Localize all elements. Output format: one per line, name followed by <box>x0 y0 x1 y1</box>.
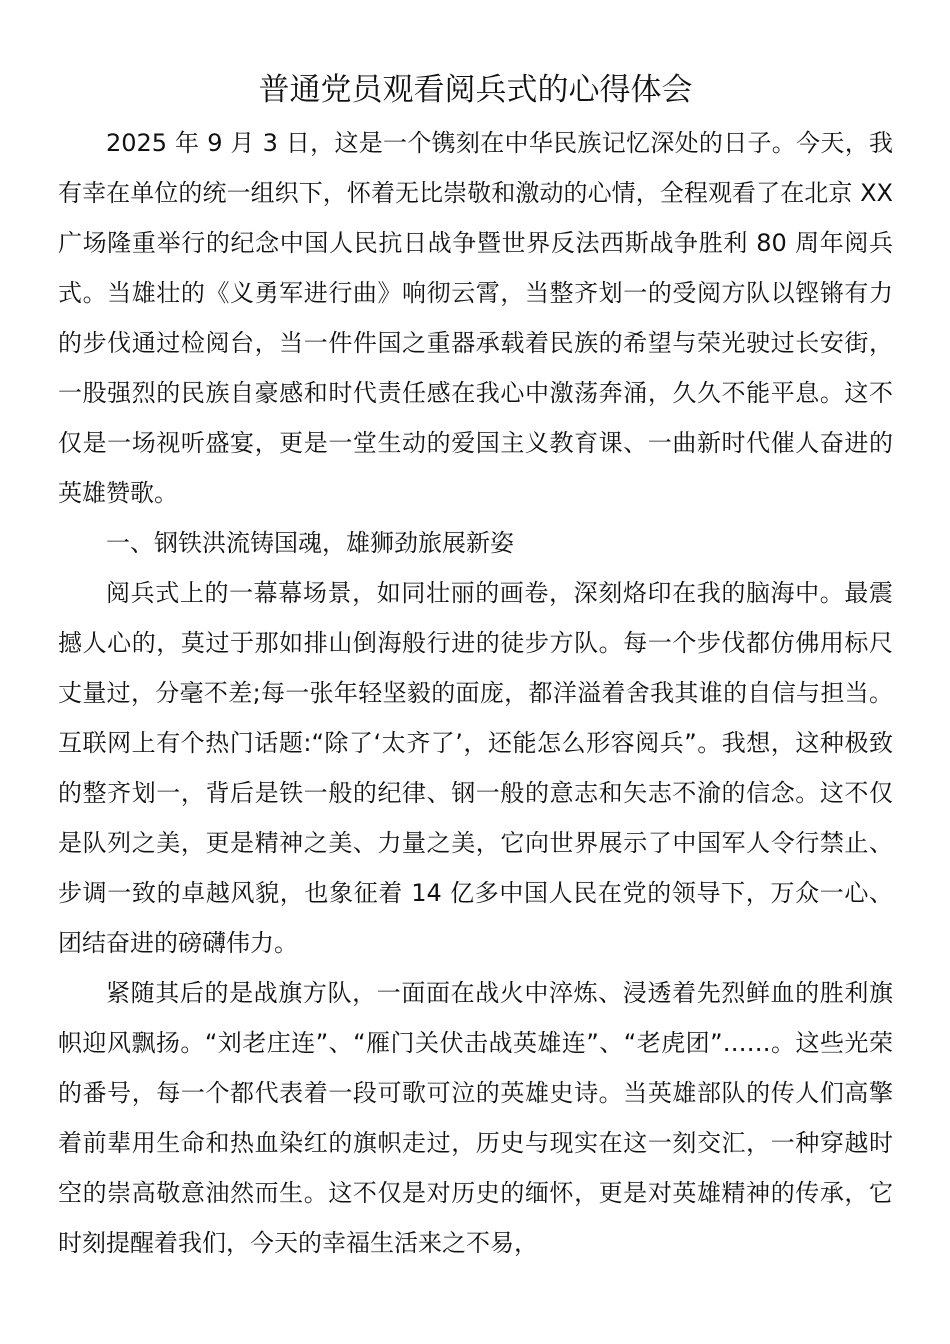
document-page <box>58 62 893 1268</box>
section-heading-1: 一、钢铁洪流铸国魂，雄狮劲旅展新姿 <box>106 529 514 557</box>
section1-paragraph-1: 阅兵式上的一幕幕场景，如同壮丽的画卷，深刻烙印在我的脑海中。最震撼人心的，莫过于那如排山倒海般行进的徒步方队。每一个步伐都仿佛用标尺丈量过，分毫不差;每一张年轻坚毅的面庞，都洋溢着舍我其谁的自信与担当。互联网上有个热门话题:“除了‘太齐了’，还能怎么形容阅兵”。我想，这种极致的整齐划一，背后是铁一般的纪律、钢一般的意志和矢志不渝的信念。这不仅是队列之美，更是精神之美、力量之美，它向世界展示了中国军人令行禁止、步调一致的卓越风貌，也象征着 14 亿多中国人民在党的领导下，万众一心、团结奋进的磅礴伟力。 <box>58 579 893 957</box>
section1-paragraph-2: 紧随其后的是战旗方队，一面面在战火中淬炼、浸透着先烈鲜血的胜利旗帜迎风飘扬。“刘老庄连”、“雁门关伏击战英雄连”、“老虎团”……。这些光荣的番号，每一个都代表着一段可歌可泣的英雄史诗。当英雄部队的传人们高擎着前辈用生命和热血染红的旗帜走过，历史与现实在这一刻交汇，一种穿越时空的崇高敬意油然而生。这不仅是对历史的缅怀，更是对英雄精神的传承，它时刻提醒着我们，今天的幸福生活来之不易， <box>58 979 893 1257</box>
document-title: 普通党员观看阅兵式的心得体会 <box>258 72 693 108</box>
intro-paragraph: 2025 年 9 月 3 日，这是一个镌刻在中华民族记忆深处的日子。今天，我有幸在单位的统一组织下，怀着无比崇敬和激动的心情，全程观看了在北京 XX 广场隆重举行的纪念中国人民抗日战争暨世界反法西斯战争胜利 80 周年阅兵式。当雄壮的《义勇军进行曲》响彻云霄，当整齐划一的受阅方队以铿锵有力的步伐通过检阅台，当一件件国之重器承载着民族的希望与荣光驶过长安街，一股强烈的民族自豪感和时代责任感在我心中激荡奔涌，久久不能平息。这不仅是一场视听盛宴，更是一堂生动的爱国主义教育课、一曲新时代催人奋进的英雄赞歌。 <box>58 129 893 507</box>
